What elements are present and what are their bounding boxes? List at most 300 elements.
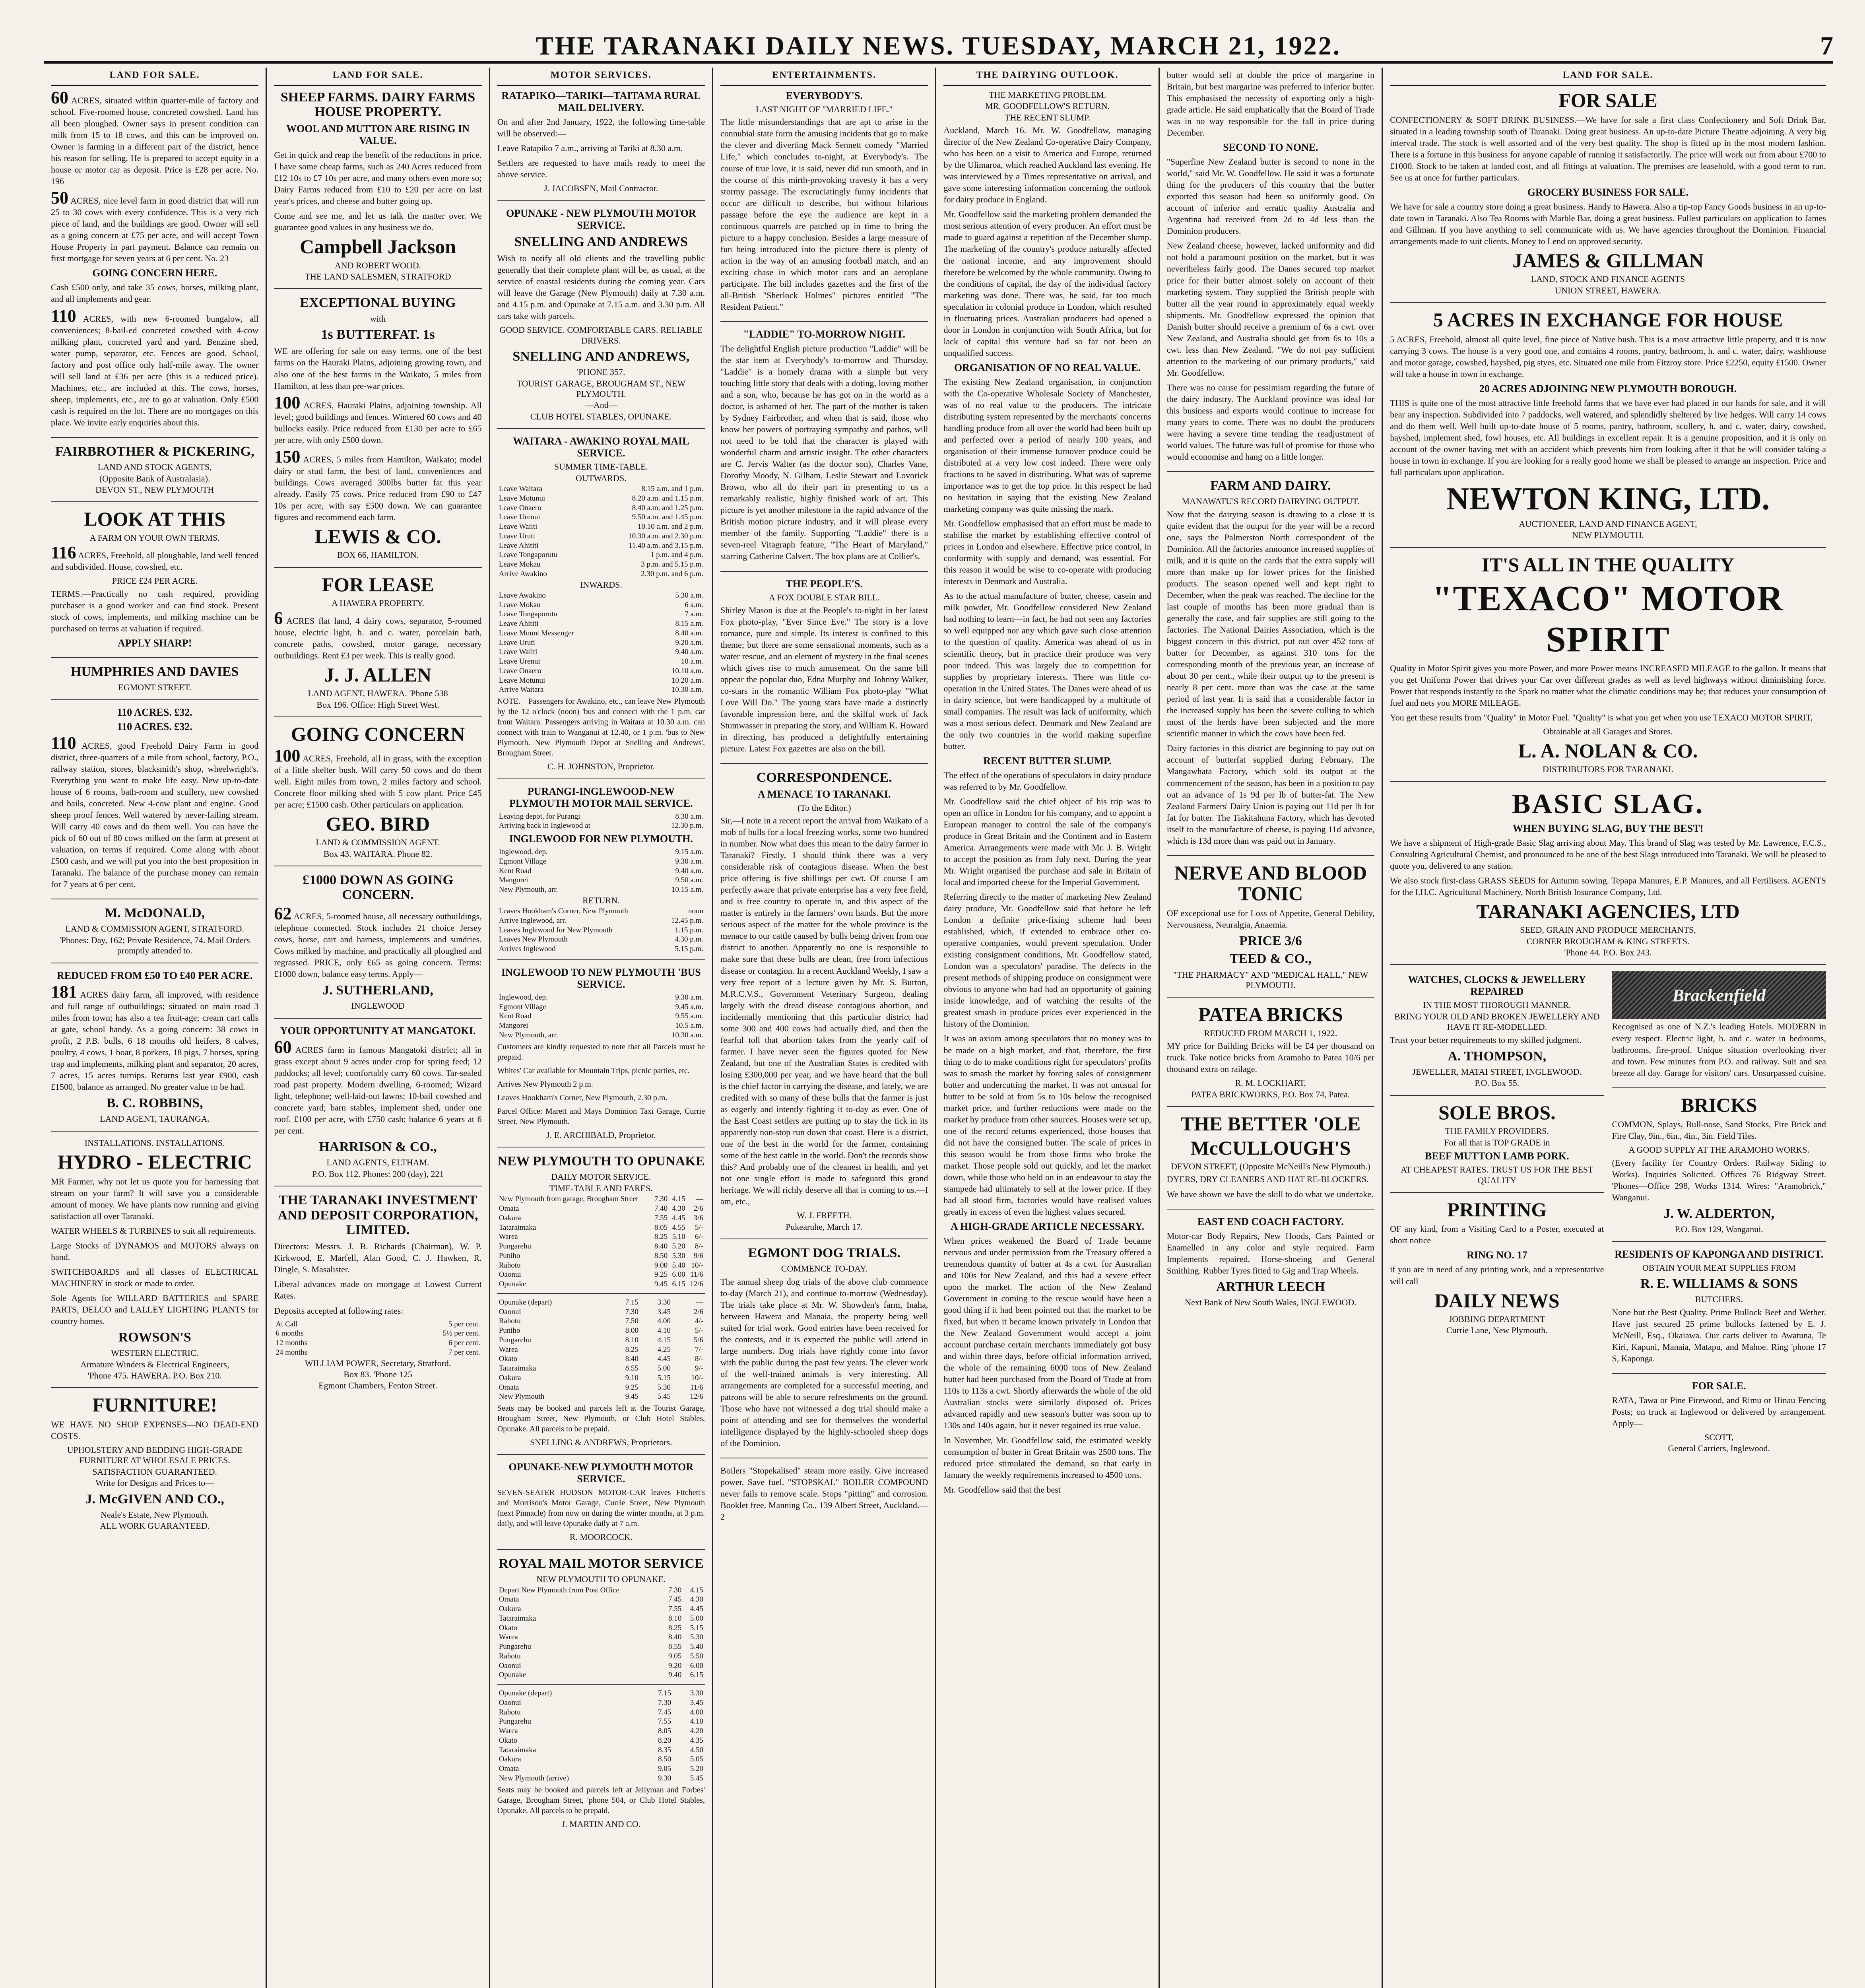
text-line: DAILY MOTOR SERVICE. — [551, 1172, 651, 1182]
text-line: The delightful English picture production "Laddie" will be the star item at Everybody's to-morrow and Thursday. "Laddie" is a homely drama with a simple but very touching little story that deals with a doting, loving mother and a son, who, because he has got on in the world as a doctor, is ashamed of her. The part of the mother is taken by Sydney Fairbrother, and when that is said, those who know her powers of portraying sympathy and pathos, will not need to be told that the character is played with wonderful charm and artistic insight. The other characters are C. Jervis Walter (as the doctor son), Charles Vane, Dorothy Moody, N. Gilham, Leslie Stewart and Lovorick Brown, who all do their part in presenting to us a remarkably realistic, highly finished work of art. This picture is yet another milestone in the rapid advance of the British motion picture industry, and it will please every member of the family. Supporting "Laddie" there is a seven-reel Vitagraph feature, "The Heart of Maryland," starring Catherine Calvert. The box plans are at Collier's. — [720, 343, 928, 561]
text-line: Quality in Motor Spirit gives you more Power, and more Power means INCREASED MILEAGE to the gallon. It means that you get Uniform Power that drives your Car over different grades as well as level highways without diminishing force. Power that responds instantly to the Spark no matter what the climatic conditions may be; that reduces your consumption of fuel and nets you MORE MILEAGE. — [1390, 663, 1826, 708]
text-line: 5 ACRES, Freehold, almost all quite level, fine piece of Native bush. This is a most attractive little property, and it is now carrying 3 cows. The house is a very good one, and contains 4 rooms, pantry, bathroom, h. and c. water, dairy, washhouse and motor garage, cowshed, hayshed, pig styes, etc. Situated one mile from Fitzroy store. Price £2250, equity £1500. Owner will take a house in town in exchange. — [1390, 334, 1826, 379]
timetable-row: Omata 7.45 4.30 — [499, 1595, 704, 1604]
text-line: Sir,—I note in a recent report the arrival from Waikato of a mob of bulls for a local freezing works, some two hundred in number. Now what does this mean to the dairy farmer in Taranaki? Firstly, I should think there was a very considerable risk of contagious disease. When the best price offering is five shillings per cwt. Of course I am perfectly aware that private enterprise has a very free field, and is free country to operate in, and this aspect of the matter is entirely in the farmers' own hands. But the more serious aspect of the matter for the whole province is the menace to our cattle caused by bulls being driven from one district to another. Apparently no one is responsible to make sure that these bulls are clean, free from infectious disease or contagion. In a recent Auckland Weekly, I saw a very free report of a lecture given by Mr. S. Burton, M.R.C.V.S., Government Veterinary Surgeon, dealing largely with the dread disease contagious abortion, and incidentally mentioning that this particular district had some 300 and 400 cows had actually died, and then the fearful toll that abortion takes from the yearly calf of farmer. I have never seen the figures quoted for New Zealand, but one of the Australian States is credited with losing £300,000 per year, and we have heard that the bull is the chief factor in carrying the disease, and lately, we are credited with so many of these bulls that the farmer is just as eagerly and intently fighting it to-day as ever. One of the East Coast settlers are putting up to stay the tick in its apparently non-stop run down that coast. Here is a district, one of the best in the world for the farmer, containing some of the best cattle in the world. Don't the records show this? And probably one of the cleanest in health, and yet not one single effort is made to safeguard this grand heritage. We will richly deserve all that is coming to us.—I am, etc., — [720, 815, 928, 1207]
text-line: HUMPHRIES AND DAVIES — [70, 664, 239, 679]
text-line: The existing New Zealand organisation, in conjunction with the Co-operative Wholesale Society of Manchester, was of no real value to the producers. The intricate distributing system represented by the merchants' concerns handling produce from all over the world had been built up and perfected over a period of nearly 100 years, and organisation of their immense turnover produce could be distributed at a very low cost indeed. There were only fractions to be saved in distributing. What was of supreme importance was to get the top price. In this respect he had no hesitation in saying that the existing New Zealand marketing company was quite missing the mark. — [943, 377, 1151, 514]
text-line: SUMMER TIME-TABLE. — [554, 462, 648, 472]
text-line: Mr. Goodfellow said that the best — [943, 1484, 1061, 1495]
timetable-row: Pungarehu 8.10 4.15 5/6 — [499, 1336, 704, 1344]
text-line: RATAPIKO—TARIKI—TAITAMA RURAL MAIL DELIVERY. — [501, 90, 701, 113]
text-line: In November, Mr. Goodfellow said, the estimated weekly consumption of butter in Great Britain was 2500 tons. The reduced price stimulated the demand, so that early in January the weekly requirements increased to 4500 tons. — [943, 1435, 1151, 1480]
timetable-row: Mangorei 9.50 a.m. — [499, 876, 704, 885]
text-line: FOR SALE — [1558, 89, 1657, 111]
text-line: 110 ACRES. £32. — [117, 720, 192, 732]
text-line: BEEF MUTTON LAMB PORK. — [1425, 1150, 1569, 1162]
text-line: OF exceptional use for Loss of Appetite, General Debility, Nervousness, Neuralgia, Anaemia. — [1166, 908, 1375, 930]
text-line: WILLIAM POWER, Secretary, Stratford. — [305, 1358, 451, 1368]
fares-return-timetable — [497, 1298, 705, 1402]
text-line: The effect of the operations of speculators in dairy produce was referred to by Mr. Goodfellow. — [943, 770, 1151, 792]
text-line: The annual sheep dog trials of the above club commence to-day (March 21), and continue to-morrow (Wednesday). The trials take place at Mr. W. Showden's farm, Inaha, between Hawera and Manaia, the property being well suited for trial work. Good entries have been received for the contests, and it is expected the public will attend in large numbers. Dog trials have rightly come into favor with the public during the past few years. The clever work of the well-trained animals is very interesting. All arrangements are completed for a successful meeting, and patrons will be able to secure refreshments on the ground. Those who have not witnessed a dog trial should make a point of attending and see for themselves the wonderful intelligence displayed by the highly-schooled sheep dogs of the Dominion. — [720, 1276, 928, 1448]
text-line: "TEXACO" MOTOR SPIRIT — [1432, 579, 1784, 660]
text-line: THE BETTER 'OLE — [1180, 1112, 1361, 1135]
text-line: Wish to notify all old clients and the travelling public generally that their complete plant will be, as usual, at the service of coastal residents during the coming year. Cars will leave the Garage (New Plymouth) daily at 7.30 a.m. and 4.15 p.m. and Opunake at 7.15 a.m. and 3.30 p.m. All cars take with parcels. — [497, 253, 705, 321]
timetable-row: Leave Waiiti 10.10 a.m. and 2 p.m. — [499, 522, 704, 531]
text-line: 110 ACRES. £32. — [117, 706, 192, 718]
text-line: Customers are kindly requested to note that all Parcels must be prepaid. — [497, 1042, 705, 1062]
text-line: General Carriers, Inglewood. — [1668, 1443, 1770, 1454]
text-line: For all that is TOP GRADE in — [1444, 1137, 1550, 1147]
text-line: "THE PHARMACY" AND "MEDICAL HALL," NEW PLYMOUTH. — [1173, 969, 1368, 990]
timetable-row: Oakura 8.50 5.05 — [499, 1755, 704, 1764]
text-line: New Zealand cheese, however, lacked uniformity and did not hold a paramount position on the market, but it was nevertheless fairly good. The Danes secured top market price for their butter almost solely on account of their marketing system. They supplied the British people with butter all the year round in approximately equal weekly shipments. Mr. Goodfellow expressed the opinion that Danish butter should receive a premium of 6s a cwt. over New Zealand, and Australia should get from 6s to 10s a cwt. less than New Zealand. "We do not pay sufficient attention to the marketing of our primary products," said Mr. Goodfellow. — [1166, 241, 1375, 378]
better-ole-ad — [1167, 1113, 1374, 1209]
timetable-row: Oakura 7.55 4.45 3/6 — [499, 1213, 704, 1222]
text-line: GOING CONCERN HERE. — [92, 267, 217, 279]
timetable-row: Mangorei 10.5 a.m. — [499, 1021, 704, 1030]
land-ads — [51, 90, 258, 438]
timetable-row: Tataraimaka 8.10 5.00 — [499, 1614, 704, 1623]
text-line: Campbell Jackson — [299, 235, 456, 258]
column-2 — [267, 68, 490, 1988]
royal-mail-return-timetable — [497, 1689, 705, 1783]
inglewood-timetable — [497, 847, 705, 895]
timetable-row: Leave Uruti 10.30 a.m. and 2.30 p.m. — [499, 532, 704, 540]
column-5 — [936, 68, 1159, 1988]
timetable-row: Okato 8.20 4.35 — [499, 1736, 704, 1745]
text-line: 100 — [274, 746, 301, 765]
text-line: WE are offering for sale on easy terms, one of the best farms on the Hauraki Plains, adjoining growing town, and also one of the best farms in the Waikato, 5 miles from Hamilton, at less than pre-war prices. — [274, 346, 482, 391]
column-6 — [1160, 68, 1383, 1988]
text-line: 5 ACRES IN EXCHANGE FOR HOUSE — [1433, 309, 1783, 331]
timetable-row: New Plymouth 9.45 5.45 12/6 — [499, 1392, 704, 1401]
text-line: INGLEWOOD TO NEW PLYMOUTH 'BUS SERVICE. — [501, 966, 701, 990]
timetable-row: Pungarehu 8.55 5.40 — [499, 1642, 704, 1651]
for-lease-ad — [274, 574, 481, 717]
timetable-row: Puniho 8.50 5.30 9/6 — [499, 1251, 704, 1260]
purangi-service — [497, 786, 705, 960]
timetable-row: Leave Onaero 10.10 a.m. — [499, 666, 704, 675]
text-line: ACRES, situated within quarter-mile of factory and school. Five-roomed house, concreted cowshed. Land has all been ploughed. Owner says in present condition can milk from 15 to 18 cows, and this can be improved on. Owner is farming in a different part of the district, hence his reason for selling. He is prepared to accept equity in a house or motor car as deposit. Price is £28 per acre. No. 196 — [51, 95, 259, 186]
newton-king-ad — [1390, 309, 1826, 548]
text-line: ALL WORK GUARANTEED. — [100, 1521, 210, 1531]
text-line: SCOTT, — [1704, 1432, 1734, 1442]
text-line: THE RECENT SLUMP. — [1004, 112, 1091, 122]
text-line: We have a shipment of High-grade Basic Slag arriving about May. This brand of Slag was tested by Mr. Lawrence, F.C.S., Consulting Agricultural Chemist, and pronounced to be one of the best Slags introduced into Taranaki. We will be pleased to quote you, delivered to any station. — [1390, 837, 1826, 871]
timetable-row: Egmont Village 9.45 a.m. — [499, 1002, 704, 1011]
text-line: FOR SALE. — [1692, 1380, 1746, 1392]
timetable-row: Opunake (depart) 7.15 3.30 — [499, 1689, 704, 1698]
text-line: Parcel Office: Marett and Mays Dominion Taxi Garage, Currie Street, New Plymouth. — [497, 1107, 705, 1126]
timetable-row: Pungarehu 8.40 5.20 8/- — [499, 1242, 704, 1251]
fares-timetable — [497, 1194, 705, 1289]
timetable-row: Leave Awakino 5.30 a.m. — [499, 591, 704, 600]
timetable-row: Oaonui 7.30 3.45 — [499, 1698, 704, 1707]
text-line: Referring directly to the matter of marketing New Zealand dairy produce, Mr. Goodfellow said that before he left London a definite price-fixing scheme had been established, which, if extended to embrace other co-operative companies, would prevent speculation. Under existing consignment conditions, Mr. Goodfellow stated, London was a speculators' paradise. The defects in the present methods of shipping produce on consignment were obvious to anyone who had had an opportunity of gaining inside knowledge, and of watching the results of the greatest smash in produce prices ever experienced in the history of the Dominion. — [943, 892, 1151, 1029]
timetable-row: Tataraimaka 8.05 4.55 5/- — [499, 1223, 704, 1232]
text-line: Pukearuhe, March 17. — [786, 1221, 863, 1232]
text-line: 181 — [51, 982, 77, 1002]
text-line: Arriving back in Inglewood at — [499, 821, 590, 830]
text-line: PATEA BRICKS — [1198, 1003, 1343, 1026]
text-line: 5½ per cent. — [442, 1329, 480, 1338]
timetable-row: Rahotu 7.45 4.00 — [499, 1708, 704, 1716]
timetable-row: Pungarehu 7.55 4.10 — [499, 1717, 704, 1726]
text-line: FOR LEASE — [322, 573, 434, 596]
timetable-row: Leave Motunui 10.20 a.m. — [499, 676, 704, 685]
text-line: MY price for Building Bricks will be £4 per thousand on truck. Take notice bricks from Aramoho to Patea 10/6 per thousand extra on railage. — [1166, 1041, 1375, 1074]
text-line: RING NO. 17 — [1467, 1249, 1527, 1261]
timetable-row: Puniho 8.00 4.10 5/- — [499, 1326, 704, 1335]
text-line: P.O. Box 55. — [1475, 1078, 1520, 1088]
text-line: FARM AND DAIRY. — [1210, 478, 1331, 493]
text-line: LAND AND STOCK AGENTS, — [97, 462, 212, 472]
text-line: SEED, GRAIN AND PRODUCE MERCHANTS, — [1520, 925, 1696, 935]
text-line: THE MARKETING PROBLEM. — [988, 90, 1106, 100]
text-line: AT CHEAPEST RATES. TRUST US FOR THE BEST QUALITY — [1401, 1165, 1593, 1185]
text-line: LAST NIGHT OF "MARRIED LIFE." — [756, 104, 893, 114]
text-line: A MENACE TO TARANAKI. — [757, 788, 891, 800]
column-heading: LAND FOR SALE. — [274, 68, 481, 86]
text-line: UPHOLSTERY AND BEDDING HIGH-GRADE FURNITURE AT WHOLESALE PRICES. — [67, 1445, 243, 1466]
page-number: 7 — [1820, 31, 1833, 60]
text-line: INGLEWOOD — [351, 1001, 405, 1011]
text-line: L. A. NOLAN & CO. — [1518, 739, 1698, 762]
text-line: DEVON STREET, (Opposite McNeill's New Plymouth.) — [1171, 1161, 1370, 1172]
going-concern-ad — [274, 724, 481, 866]
watches-ad — [1390, 974, 1604, 1095]
basic-slag-ad — [1390, 788, 1826, 965]
text-line: It was an axiom among speculators that no money was to be made on a high market, and that, therefore, the first thing to do to make conditions right for speculators' profits was to smash the market by forcing sales of consignment butter and undercutting the market. It was not unusual for butter to be sold at from 5s to 10s below the recognised market price, and further reductions were made on the market by produce from other sources. Houses were set up, one of the record returns experienced, those houses that did not have the consigned butter. The scale of prices in this season would be from those firms who broke the market. Those people sold out quickly, and let the market down, while those who held on in an endeavour to stay the stampede had ultimately to sell at the lower price. If they had all stood firm, factories would have realised values greatly in excess of even the highest values secured. — [943, 1033, 1151, 1217]
look-at-this-ad — [51, 509, 258, 658]
text-line: ROYAL MAIL MOTOR SERVICE — [499, 1556, 704, 1571]
text-line: Liberal advances made on mortgage at Lowest Current Rates. — [274, 1279, 482, 1301]
text-line: R. MOORCOCK. — [569, 1532, 633, 1542]
timetable-row: Leave Tongaporutu 7 a.m. — [499, 610, 704, 619]
text-line: JAMES & GILLMAN — [1512, 249, 1704, 272]
column-4 — [713, 68, 936, 1988]
sole-bros-ad — [1390, 1102, 1604, 1193]
timetable-row: Egmont Village 9.30 a.m. — [499, 857, 704, 866]
columns — [44, 68, 1833, 1988]
text-line: As to the actual manufacture of butter, cheese, casein and milk powder, Mr. Goodfellow considered New Zealand had nothing to learn—in fact, he had not seen any factories so well equipped nor any which gave such close attention to the question of quality. America was ahead of us in scientific theory, but in practice their produce was very poor indeed. This was largely due to competition for supplies by proprietary interests. There was little co-operation in the United States. The Danes were ahead of us in dairy science, but were handicapped by a multitude of small companies. The result was lack of uniformity, which was a most serious defect. Denmark and New Zealand are the only two countries in the world making superfine butter. — [943, 591, 1151, 751]
text-line: ACRES farm in famous Mangatoki district; all in grass except about 9 acres under crop for spring feed; 12 paddocks; all level; comfortably carry 60 cows. Tar-sealed road past property. Modern dwelling, 6-roomed; Wizard light, telephone; well-laid-out lawns; 10-bail cowshed and concrete yard; barn stables, implement shed, under one roof. £100 per acre, with £750 cash; balance 6 years at 6 per cent. — [274, 1044, 482, 1136]
text-line: THE PEOPLE'S. — [786, 578, 863, 590]
text-line: 100 — [274, 392, 301, 412]
text-line: CLUB HOTEL STABLES, OPUNAKE. — [530, 411, 672, 421]
text-line: Whites' Car available for Mountain Trips, picnic parties, etc. — [497, 1066, 690, 1075]
text-line: We have for sale a country store doing a great business. Handy to Hawera. Also a tip-top Fancy Goods business in an up-to-date town in Taranaki. Also Tea Rooms with Marble Bar, doing a great business. Fullest particulars on application to James and Gillman. If you have anything to sell communicate with us. We have agencies throughout the Dominion. Financial arrangements made to suit clients. Money to Lend on approved security. — [1390, 201, 1826, 246]
timetable-row: Leave Tongaporutu 1 p.m. and 4 p.m. — [499, 551, 704, 559]
masthead-title: THE TARANAKI DAILY NEWS. TUESDAY, MARCH 21, 1922. — [536, 31, 1341, 60]
text-line: ACRES dairy farm, all improved, with residence and full range of outbuildings; situated on main road 3 miles from town; has also a tea fruit-age; cream cart calls at gate, school handy. As a going concern: 38 cows in profit, 2 P.B. bulls, 6 18 months old heifers, 8 calves, poultry, 4 cows, 1 boar, 8 porkers, 18 pigs, 7 horses, spring trap and implements, milking plant and separator, 20 acres, 7 acres, 15 acres turnips. Returns last year £900, cash £1500, balance as arranged. No greater value to be had. — [51, 989, 259, 1092]
text-line: ACRES, Hauraki Plains, adjoining township. All level; good buildings and fences. Wintered 60 cows and 40 bullocks easily. Price reduced from £130 per acre to £65 per acre, with only £500 down. — [274, 400, 482, 445]
text-line: Next Bank of New South Wales, INGLEWOOD. — [1185, 1297, 1357, 1308]
text-line: The little misunderstandings that are apt to arise in the connubial state form the amusing incidents that go to make the clever and diverting Mack Sennett comedy "Married Life," which concludes to-night, at Everybody's. The course of true love, it is said, never did run smooth, and in the course of this mirth-provoking travesty it has a very stormy passage. The excruciatingly funny incidents that occur are difficult to describe, but without hilarious passage before the eye the audience are kept in a continuous quarrels are patched up in time to bring the picture to a happy conclusion. Besides a large measure of fun being introduced into the picture there is plenty of action in the way of an amusing football match, and an exciting chase in which motor cars and an aeroplane participate. The bill includes gazettes and the first of the all-British "Sherlock Holmes" pictures entitled "The Resident Patient." — [720, 117, 928, 312]
text-line: 150 — [274, 447, 301, 466]
text-line: 6 months — [276, 1329, 304, 1338]
text-line: PRICE £24 PER ACRE. — [112, 576, 198, 586]
timetable-row: Inglewood, dep. 9.15 a.m. — [499, 848, 704, 856]
timetable-row: New Plymouth (arrive) 9.30 5.45 — [499, 1774, 704, 1782]
text-line: J. McGIVEN AND CO., — [85, 1491, 224, 1507]
bottom-ad-grid — [1390, 971, 1826, 1466]
waitara-awakino-service — [497, 435, 705, 779]
timetable-row: Omata 7.40 4.30 2/6 — [499, 1204, 704, 1213]
mangatoki-ad — [274, 1025, 481, 1186]
timetable-row: Oaonui 9.25 6.00 11/6 — [499, 1270, 704, 1279]
text-line: Mr. Goodfellow said the chief object of his trip was to open an office in London for his company, and to appoint a European manager to control the sale of the company's produce in Great Britain and the Continent and in Eastern America. Arrangements were made with Mr. J. B. Wright to accept the position as from July next. During the year Mr. Wright organised the purchase and sale in Britain of local and imported cheese for the Imperial Government. — [943, 796, 1151, 887]
return-timetable — [497, 907, 705, 954]
text-line: LAND AGENTS, ELTHAM. — [326, 1157, 429, 1168]
text-line: When prices weakened the Board of Trade became nervous and under permission from the Treasury offered a tremendous quantity of butter at 4s a cwt. for Australian and 100s for New Zealand, and this had a severe effect upon the market. The action of the New Zealand Government in coming to the rescue would have been a good thing if it had been pointed out that the market to be fixed, but when it became known privately in London that the New Zealand Government would accept a joint account purchase certain merchants immediately got busy and within three days, before official information arrived, the whole of the remaining 6000 tons of New Zealand butter had been purchased from the Board of Trade at from 110s to 113s a cwt. Shortly afterwards the whole of the old Australian stocks were similarly disposed of. Prices advanced rapidly and new season's butter was soon up to 130s and 140s again, but it never regained its true value. — [943, 1235, 1151, 1431]
text-line: 12.30 p.m. — [671, 821, 704, 830]
text-line: Armature Winders & Electrical Engineers, — [80, 1359, 229, 1369]
text-line: DYERS, DRY CLEANERS AND HAT RE-BLOCKERS. — [1166, 1174, 1369, 1184]
text-line: None but the Best Quality. Prime Bullock Beef and Wether. Have just secured 25 prime bullocks fattened by E. J. McNeill, Esq., Okaiawa. Our carts deliver to Awatuna, Te Kiri, Kapuni, Manaia, Matapu, and Mahoe. Ring 'phone 17 S, Kaponga. — [1612, 1307, 1826, 1363]
text-line: COMMON, Splays, Bull-nose, Sand Stocks, Fire Brick and Fire Clay, 9in., 6in., 4in., 3in. Field Tiles. — [1612, 1119, 1826, 1141]
text-line: PRINTING — [1447, 1198, 1547, 1221]
text-line: ACRES, Freehold, all ploughable, land well fenced and subdivided. House, cowshed, etc. — [51, 550, 259, 572]
text-line: FURNITURE! — [92, 1394, 217, 1416]
timetable-row: Arrive Waitara 10.30 a.m. — [499, 685, 704, 694]
text-line: LAND & COMMISSION AGENT. — [316, 837, 440, 848]
text-line: EGMONT DOG TRIALS. — [748, 1245, 900, 1260]
timetable-row: Arrives Inglewood 5.15 p.m. — [499, 945, 704, 953]
sheep-farms-ad — [274, 90, 481, 289]
timetable-row: Warea 8.05 4.20 — [499, 1727, 704, 1736]
firewood-ad — [1612, 1380, 1826, 1460]
text-line: WATER WHEELS & TURBINES to suit all requirements. — [51, 1225, 256, 1236]
text-line: YOUR OPPORTUNITY AT MANGATOKI. — [280, 1025, 476, 1037]
text-line: C. H. JOHNSTON, Proprietor. — [547, 761, 655, 772]
article-headline: THE DAIRYING OUTLOOK. — [943, 68, 1151, 86]
timetable-row: Leaves Hookham's Corner, New Plymouth noon — [499, 907, 704, 916]
text-line: 62 — [274, 903, 292, 923]
text-line: INGLEWOOD FOR NEW PLYMOUTH. — [509, 833, 693, 845]
text-line: B. C. ROBBINS, — [106, 1095, 203, 1110]
text-line: Leaves Hookham's Corner, New Plymouth, 2.30 p.m. — [497, 1093, 668, 1102]
boiler-notice — [720, 1465, 928, 1531]
text-line: 20 ACRES ADJOINING NEW PLYMOUTH BOROUGH. — [1479, 382, 1737, 394]
text-line: Currie Lane, New Plymouth. — [1446, 1325, 1548, 1336]
coach-factory-ad — [1167, 1216, 1374, 1314]
hotel-ad — [1612, 971, 1826, 1088]
text-line: DEVON ST., NEW PLYMOUTH — [95, 484, 214, 495]
column-heading: LAND FOR SALE. — [1390, 68, 1826, 86]
text-line: A HIGH-GRADE ARTICLE NECESSARY. — [951, 1220, 1145, 1232]
timetable-row: Rahotu 9.00 5.40 10/- — [499, 1261, 704, 1270]
text-line: ORGANISATION OF NO REAL VALUE. — [954, 361, 1141, 373]
text-line: COMMENCE TO-DAY. — [781, 1264, 867, 1274]
text-line: 'Phone 44. P.O. Box 243. — [1564, 947, 1652, 958]
timetable-row: Okato 8.40 4.45 8/- — [499, 1355, 704, 1363]
timetable-row: Warea 8.25 4.25 7/- — [499, 1345, 704, 1354]
timetable-row: Leave Motunui 8.20 a.m. and 1.15 p.m. — [499, 494, 704, 503]
timetable-row: Arrive Awakino 2.30 p.m. and 6 p.m. — [499, 569, 704, 578]
timetable-row: Opunake (depart) 7.15 3.30 — — [499, 1298, 704, 1307]
dog-trials-article — [720, 1246, 928, 1458]
text-line: Obtainable at all Garages and Stores. — [1543, 726, 1673, 737]
text-line: LAND & COMMISSION AGENT, STRATFORD. — [65, 924, 244, 934]
text-line: Leave Ratapiko 7 a.m., arriving at Tariki at 8.30 a.m. — [497, 143, 683, 153]
text-line: 7 per cent. — [448, 1348, 480, 1357]
text-line: We have shown we have the skill to do what we undertake. — [1166, 1189, 1374, 1199]
agent-fairbrother — [51, 444, 258, 503]
text-line: Recognised as one of N.Z.'s leading Hotels. MODERN in every respect. Electric light, h. and c. water in bedrooms, bathrooms, fire-proof. Unique situation overlooking river and town. Few minutes from P.O. and railway. Suit and sea breeze all day. Garage for visitors' cars. Unsurpassed cuisine. — [1612, 1021, 1826, 1078]
text-line: Large Stocks of DYNAMOS and MOTORS always on hand. — [51, 1240, 259, 1262]
text-line: PURANGI-INGLEWOOD-NEW PLYMOUTH MOTOR MAIL SERVICE. — [509, 785, 693, 809]
text-line: R. M. LOCKHART, — [1235, 1078, 1306, 1088]
timetable-row: Depart New Plymouth from Post Office 7.30 4.15 — [499, 1586, 704, 1594]
text-line: GROCERY BUSINESS FOR SALE. — [1527, 186, 1689, 198]
text-line: WAITARA - AWAKINO ROYAL MAIL SERVICE. — [513, 435, 689, 459]
text-line: JOBBING DEPARTMENT — [1448, 1314, 1545, 1324]
text-line: WE HAVE NO SHOP EXPENSES—NO DEAD-END COSTS. — [51, 1419, 259, 1441]
text-line: M. McDONALD, — [105, 906, 205, 921]
timetable-row: New Plymouth, arr. 10.30 a.m. — [499, 1031, 704, 1039]
deposit-rates-table — [274, 1320, 481, 1357]
text-line: with — [370, 313, 386, 324]
text-line: P.O. Box 129, Wanganui. — [1675, 1224, 1763, 1235]
text-line: WHEN BUYING SLAG, BUY THE BEST! — [1512, 822, 1704, 834]
text-line: CORNER BROUGHAM & KING STREETS. — [1526, 936, 1690, 946]
text-line: Get in quick and reap the benefit of the reductions in price. I have some cheap farms, such as 240 Acres reduced from £12 10s to £7 10s per acre, and many others even more so; Dairy Farms reduced from £10 to £20 per acre on last year's prices, and cheese and butter going up. — [274, 149, 482, 206]
timetable-row: Leave Ahititi 8.15 a.m. — [499, 619, 704, 628]
timetable-row: Rahotu 9.05 5.50 — [499, 1652, 704, 1660]
text-line: LOOK AT THIS — [84, 508, 226, 530]
text-line: A HAWERA PROPERTY. — [331, 598, 425, 608]
timetable-row: Leave Waitara 8.15 a.m. and 1 p.m. — [499, 485, 704, 493]
text-line: ACRES flat land, 4 dairy cows, separator, 5-roomed house, electric light, h. and c. water, porcelain bath, concrete paths, cowshed, motor garage, necessary outbuildings. Rent £3 per week. This is really good. — [274, 615, 482, 660]
timetable-row: Warea 8.25 5.10 6/- — [499, 1233, 704, 1241]
text-line: Cash £500 only, and take 35 cows, horses, milking plant, and all implements and gear. — [51, 282, 259, 304]
text-line: A FOX DOUBLE STAR BILL. — [769, 592, 880, 602]
text-line: Seats may be booked and parcels left at the Tourist Garage, Brougham Street, New Plymouth, or Club Hotel Stables, Opunake. All parcels to be prepaid. — [497, 1404, 705, 1434]
text-line: GOOD SERVICE. COMFORTABLE CARS. RELIABLE DRIVERS. — [499, 325, 703, 346]
text-line: J. W. ALDERTON, — [1663, 1206, 1775, 1221]
text-line: Mr. Goodfellow said the marketing problem demanded the most serious attention of every producer. An effort must be made to guard against a repetition of the December slump. The marketing of the country's produce naturally affected the national income, and any improvement should therefore be welcomed by the whole community. Owing to the conditions of capital, the day of the individual factory marketing was done. There was, he said, far too much speculation in colonial produce in London, which resulted in fluctuating prices. Australian producers had opened a door in London in conjunction with South Africa, but for lack of capital this venture had so far not been an unqualified success. — [943, 209, 1151, 358]
text-line: TARANAKI AGENCIES, LTD — [1476, 900, 1740, 922]
opunake-service — [497, 208, 705, 429]
agent-mcdonald — [51, 906, 258, 963]
timetable-row: Leave Ahititi 11.40 a.m. and 3.15 p.m. — [499, 541, 704, 550]
text-line: ARTHUR LEECH — [1216, 1279, 1325, 1294]
text-line: NEW PLYMOUTH TO OPUNAKE. — [536, 1574, 666, 1584]
timetable-row: Tataraimaka 8.35 4.50 — [499, 1745, 704, 1754]
text-line: J. J. ALLEN — [324, 663, 432, 686]
text-line: LAND AGENT, TAURANGA. — [100, 1114, 210, 1124]
seven-seater-service — [497, 1461, 705, 1549]
text-line: RECENT BUTTER SLUMP. — [983, 755, 1112, 767]
text-line: Shirley Mason is due at the People's to-night in her latest Fox photo-play, "Ever Since Eve." The story is a love romance, pure and simple. Its interest is confined to this theme; but there are some sensational moments, such as a water rescue, and an element of mystery in the final scenes which gives rise to much amusement. On the same bill appear the popular duo, Edna Murphy and Johnny Walker, co-stars in the romantic William Fox photo-play "What Love Will Do." The young stars have made a distinctly favorable impression here, and the skilful work of Jack Stumwasser in preparing the story, and William K. Howard in directing, has produced a delightfully entertaining picture. Latest Fox gazettes are also on the bill. — [720, 605, 928, 754]
text-line: NEWTON KING, LTD. — [1446, 481, 1770, 516]
text-line: BRING YOUR OLD AND BROKEN JEWELLERY AND HAVE IT RE-MODELLED. — [1394, 1011, 1600, 1032]
text-line: IN THE MOST THOROUGH MANNER. — [1423, 1000, 1571, 1010]
text-line: "Superfine New Zealand butter is second to none in the world," said Mr. W. Goodfellow. He said it was a fortunate thing for the producers of this country that the butter exported this season had been so uniformly good. On account of inferior and erratic quality Australia and Argentina had received from 2d to 4d less than the Dominion producers. — [1166, 157, 1375, 236]
inwards-timetable — [497, 591, 705, 695]
text-line: NERVE AND BLOOD TONIC — [1174, 861, 1367, 905]
text-line: J. SUTHERLAND, — [322, 982, 433, 998]
text-line: SNELLING & ANDREWS, Proprietors. — [530, 1437, 672, 1448]
text-line: Settlers are requested to have mails ready to meet the above service. — [497, 158, 705, 180]
text-line: OF any kind, from a Visiting Card to a Poster, executed at short notice — [1390, 1224, 1604, 1246]
text-line: A GOOD SUPPLY AT THE ARAMOHO WORKS. — [1628, 1145, 1810, 1155]
text-line: ROWSON'S — [118, 1330, 191, 1345]
text-line: AND ROBERT WOOD. — [334, 260, 421, 270]
text-line: BUTCHERS. — [1695, 1294, 1743, 1305]
timetable-row: Leave Urenui 10 a.m. — [499, 657, 704, 666]
james-gillman-ad — [1390, 90, 1826, 303]
text-line: ACRES, Freehold, all in grass, with the exception of a little shelter bush. Will carry 50 cows and do them well. Eight miles from town, 2 miles factory and school. Concrete floor milking shed with 5 cow plant. Price £45 per acre; £1500 cash. Other particulars on application. — [274, 753, 482, 810]
text-line: OPUNAKE - NEW PLYMOUTH MOTOR SERVICE. — [506, 207, 696, 231]
text-line: ACRES, 5-roomed house, all necessary outbuildings, telephone connected. Stock includes 21 choice Jersey cows, horse, cart and harness, implements and sundries. Cows milked by machine, and practically all ploughed and regrassed. PRICE, only £65 as going concern. Terms: £1000 down, balance easy terms. Apply— — [274, 911, 482, 979]
text-line: SATISFACTION GUARANTEED. — [92, 1466, 217, 1477]
text-line: THE TARANAKI INVESTMENT AND DEPOSIT CORPORATION, LIMITED. — [278, 1193, 478, 1237]
hydro-electric-ad — [51, 1138, 258, 1388]
text-line: 110 — [51, 733, 76, 753]
text-line: SNELLING AND ANDREWS — [514, 234, 688, 249]
timetable-row: Oaonui 9.20 6.00 — [499, 1661, 704, 1670]
royal-mail-service — [497, 1556, 705, 1836]
text-line: Auckland, March 16. Mr. W. Goodfellow, managing director of the New Zealand Co-operative Dairy Company, who has been on a visit to America and Europe, returned by the Ulimaroa, which reached Auckland last evening. He was interviewed by a Times representative on arrival, and gave some interesting information concerning the outlook for dairy produce in England. — [943, 125, 1151, 205]
timetable-row: Tataraimaka 8.55 5.00 9/- — [499, 1364, 704, 1373]
text-line: You get these results from "Quality" in Motor Fuel. "Quality" is what you get when you use TEXACO MOTOR SPIRIT, — [1390, 712, 1813, 723]
text-line: UNION STREET, HAWERA. — [1555, 285, 1661, 295]
text-line: Arrives New Plymouth 2 p.m. — [497, 1079, 593, 1089]
laddie-article — [720, 328, 928, 572]
text-line: J. JACOBSEN, Mail Contractor. — [544, 183, 658, 194]
timetable-row: Leave Waiiti 9.40 a.m. — [499, 648, 704, 656]
text-line: There was no cause for pessimism regarding the future of the dairy industry. The Auckland province was ideal for this business and exports would continue to increase for many years to come. There was no doubt the producers were having a severe time tending the readjustment of world values. The future was full of promise for those who would economise and hang on a little longer. — [1166, 382, 1375, 462]
text-line: 24 months — [276, 1348, 308, 1357]
correspondence-article — [720, 770, 928, 1239]
text-line: Deposits accepted at following rates: — [274, 1305, 404, 1316]
timetable-row: Leave Mokau 3 p.m. and 5.15 p.m. — [499, 560, 704, 569]
column-heading: MOTOR SERVICES. — [497, 68, 705, 86]
text-line: A. THOMPSON, — [1448, 1048, 1547, 1064]
column-heading: LAND FOR SALE. — [51, 68, 258, 86]
text-line: AUCTIONEER, LAND AND FINANCE AGENT, — [1519, 518, 1697, 529]
text-line: GOING CONCERN — [291, 723, 465, 746]
text-line: MR. GOODFELLOW'S RETURN. — [985, 101, 1110, 111]
exceptional-buying-ad — [274, 295, 481, 568]
column-1 — [44, 68, 267, 1988]
text-line: ACRES, nice level farm in good district that will run 25 to 30 cows with every confidence. This is a very rich piece of land, and the buildings are good. Owner will sell as a going concern at £75 per acre, and will accept Town House Property in part payment. Balance can remain on first mortgage for seven years at 6 per cent. No. 23 — [51, 196, 259, 264]
text-line: INSTALLATIONS. INSTALLATIONS. — [84, 1138, 225, 1148]
timetable-row: Inglewood, dep. 9.30 a.m. — [499, 993, 704, 1002]
text-line: WESTERN ELECTRIC. — [111, 1348, 199, 1358]
text-line: HYDRO - ELECTRIC — [57, 1151, 252, 1173]
text-line: R. E. WILLIAMS & SONS — [1640, 1276, 1798, 1291]
text-line: J. E. ARCHIBALD, Proprietor. — [546, 1130, 656, 1140]
inglewood-bus-service — [497, 967, 705, 1147]
investment-corporation-ad — [274, 1193, 481, 1398]
text-line: SWITCHBOARDS and all classes of ELECTRICAL MACHINERY in stock or made to order. — [51, 1266, 259, 1288]
text-line: Seats may be booked and parcels left at Jellyman and Forbes' Garage, Brougham Street, 'phone 504, or Club Hotel Stables, Opunake. All parcels to be prepaid. — [497, 1785, 705, 1815]
text-line: On and after 2nd January, 1922, the following time-table will be observed:— — [497, 117, 705, 139]
timetable-row: Leave Mount Messenger 8.40 a.m. — [499, 629, 704, 637]
timetable-row: Leave Mokau 6 a.m. — [499, 600, 704, 609]
timetable-row: New Plymouth from garage, Brougham Street 7.30 4.15 — — [499, 1195, 704, 1204]
everybodys-article — [720, 90, 928, 322]
peoples-article — [720, 578, 928, 764]
text-line: TERMS.—Practically no cash required, providing purchaser is a good worker and can find stock. Present stock of cows, implements, and milking machine can be purchased on terms at valuation if required. — [51, 588, 259, 633]
timetable-row: Opunake 9.45 6.15 12/6 — [499, 1280, 704, 1289]
furniture-ad — [51, 1394, 258, 1538]
text-line: DAILY NEWS — [1434, 1289, 1560, 1312]
patea-bricks-ad — [1167, 1004, 1374, 1107]
